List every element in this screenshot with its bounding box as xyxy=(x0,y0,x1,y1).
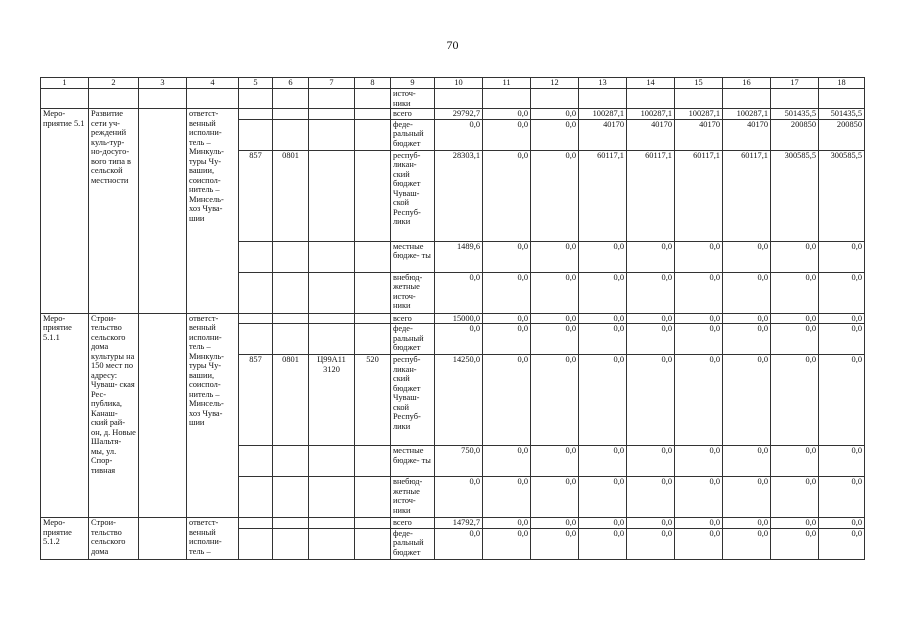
value-cell: 0,0 xyxy=(771,477,819,518)
value-cell: 0,0 xyxy=(579,355,627,446)
value-cell: 0,0 xyxy=(435,119,483,150)
value-cell: 0,0 xyxy=(531,477,579,518)
value-cell: 0,0 xyxy=(771,446,819,477)
source-cell: респуб- ликан- ский бюджет Чуваш- ской Респуб- лики xyxy=(391,150,435,241)
code-cell: 520 xyxy=(355,355,391,446)
value-cell: 29792,7 xyxy=(435,109,483,120)
value-cell: 0,0 xyxy=(723,324,771,355)
measure-name: Меро- приятие 5.1.2 xyxy=(41,518,89,560)
value-cell: 0,0 xyxy=(483,518,531,529)
funding-row xyxy=(41,313,865,324)
value-cell: 0,0 xyxy=(723,446,771,477)
value-cell: 0,0 xyxy=(579,324,627,355)
value-cell: 0,0 xyxy=(579,518,627,529)
value-cell: 0,0 xyxy=(627,272,675,313)
value-cell: 0,0 xyxy=(483,355,531,446)
column-number: 4 xyxy=(187,78,239,89)
value-cell: 0,0 xyxy=(627,446,675,477)
value-cell: 0,0 xyxy=(579,477,627,518)
value-cell: 28303,1 xyxy=(435,150,483,241)
value-cell: 100287,1 xyxy=(579,109,627,120)
value-cell: 0,0 xyxy=(579,446,627,477)
value-cell: 0,0 xyxy=(531,241,579,272)
column-number: 16 xyxy=(723,78,771,89)
value-cell: 40170 xyxy=(723,119,771,150)
value-cell: 40170 xyxy=(675,119,723,150)
source-cell: всего xyxy=(391,518,435,529)
value-cell: 0,0 xyxy=(819,272,865,313)
value-cell: 0,0 xyxy=(531,355,579,446)
value-cell: 0,0 xyxy=(483,446,531,477)
value-cell: 0,0 xyxy=(675,528,723,559)
value-cell: 0,0 xyxy=(723,355,771,446)
value-cell: 40170 xyxy=(627,119,675,150)
value-cell: 0,0 xyxy=(675,518,723,529)
value-cell: 0,0 xyxy=(483,313,531,324)
value-cell: 0,0 xyxy=(627,528,675,559)
source-cell: феде- ральный бюджет xyxy=(391,528,435,559)
value-cell: 0,0 xyxy=(531,518,579,529)
value-cell: 0,0 xyxy=(627,313,675,324)
column-number: 12 xyxy=(531,78,579,89)
value-cell: 0,0 xyxy=(771,528,819,559)
value-cell: 0,0 xyxy=(675,241,723,272)
value-cell: 200850 xyxy=(819,119,865,150)
value-cell: 0,0 xyxy=(723,477,771,518)
source-cell: всего xyxy=(391,313,435,324)
value-cell: 0,0 xyxy=(675,446,723,477)
value-cell: 0,0 xyxy=(483,109,531,120)
column-number: 9 xyxy=(391,78,435,89)
value-cell: 0,0 xyxy=(435,477,483,518)
value-cell: 100287,1 xyxy=(723,109,771,120)
value-cell: 0,0 xyxy=(531,313,579,324)
measure-title: Строи- тельство сельского дома xyxy=(89,518,139,560)
source-cell: внебюд- жетные источ- ники xyxy=(391,272,435,313)
column-number: 5 xyxy=(239,78,273,89)
value-cell: 300585,5 xyxy=(819,150,865,241)
funding-row xyxy=(41,109,865,120)
column-number-row xyxy=(41,78,865,89)
funding-row xyxy=(41,518,865,529)
value-cell: 501435,5 xyxy=(819,109,865,120)
value-cell: 40170 xyxy=(579,119,627,150)
value-cell: 0,0 xyxy=(435,324,483,355)
value-cell: 0,0 xyxy=(483,272,531,313)
source-cell: внебюд- жетные источ- ники xyxy=(391,477,435,518)
value-cell: 0,0 xyxy=(675,324,723,355)
code-cell: 857 xyxy=(239,150,273,241)
value-cell: 0,0 xyxy=(579,241,627,272)
value-cell: 15000,0 xyxy=(435,313,483,324)
value-cell: 0,0 xyxy=(771,313,819,324)
value-cell: 0,0 xyxy=(771,324,819,355)
source-cell: всего xyxy=(391,109,435,120)
column-number: 6 xyxy=(273,78,309,89)
column-number: 2 xyxy=(89,78,139,89)
value-cell: 0,0 xyxy=(483,119,531,150)
value-cell: 0,0 xyxy=(675,272,723,313)
value-cell: 0,0 xyxy=(531,109,579,120)
code-cell: 0801 xyxy=(273,150,309,241)
value-cell: 200850 xyxy=(771,119,819,150)
source-cell: феде- ральный бюджет xyxy=(391,119,435,150)
value-cell: 100287,1 xyxy=(675,109,723,120)
column-number: 8 xyxy=(355,78,391,89)
measure-executor: ответст- венный исполни- тель – xyxy=(187,518,239,560)
column-number: 11 xyxy=(483,78,531,89)
code-cell: Ц99А11 3120 xyxy=(309,355,355,446)
value-cell: 750,0 xyxy=(435,446,483,477)
value-cell: 0,0 xyxy=(627,477,675,518)
source-cell: респуб- ликан- ский бюджет Чуваш- ской Респуб- лики xyxy=(391,355,435,446)
value-cell: 0,0 xyxy=(675,313,723,324)
value-cell: 0,0 xyxy=(723,241,771,272)
value-cell: 0,0 xyxy=(771,355,819,446)
column-number: 15 xyxy=(675,78,723,89)
measure-title: Строи- тельство сельского дома культуры на 150 мест по адресу: Чуваш- ская Рес- публика, Канаш- ский рай- он, д. Новые Шальтя- мы, ул. Спор- тивная xyxy=(89,313,139,518)
value-cell: 0,0 xyxy=(579,313,627,324)
value-cell: 60117,1 xyxy=(627,150,675,241)
column-number: 10 xyxy=(435,78,483,89)
value-cell: 0,0 xyxy=(579,528,627,559)
value-cell: 0,0 xyxy=(723,528,771,559)
column-number: 3 xyxy=(139,78,187,89)
source-cell: местные бюдже- ты xyxy=(391,446,435,477)
value-cell: 0,0 xyxy=(771,518,819,529)
value-cell: 0,0 xyxy=(723,272,771,313)
value-cell: 0,0 xyxy=(531,119,579,150)
measure-title: Развитие сети уч- реждений куль-тур- но-досуго- вого типа в сельской местности xyxy=(89,109,139,314)
value-cell: 14250,0 xyxy=(435,355,483,446)
source-cell: источ- ники xyxy=(391,89,435,109)
column-number: 7 xyxy=(309,78,355,89)
page-number: 70 xyxy=(446,38,459,52)
value-cell: 0,0 xyxy=(627,241,675,272)
value-cell: 14792,7 xyxy=(435,518,483,529)
value-cell: 0,0 xyxy=(483,528,531,559)
value-cell: 0,0 xyxy=(627,518,675,529)
value-cell: 1489,6 xyxy=(435,241,483,272)
value-cell: 0,0 xyxy=(819,355,865,446)
value-cell: 0,0 xyxy=(627,324,675,355)
column-number: 18 xyxy=(819,78,865,89)
value-cell: 300585,5 xyxy=(771,150,819,241)
value-cell: 0,0 xyxy=(723,518,771,529)
value-cell: 60117,1 xyxy=(675,150,723,241)
measure-name: Меро- приятие 5.1.1 xyxy=(41,313,89,518)
value-cell: 0,0 xyxy=(483,324,531,355)
code-cell: 0801 xyxy=(273,355,309,446)
value-cell: 0,0 xyxy=(579,272,627,313)
column-number: 17 xyxy=(771,78,819,89)
value-cell: 0,0 xyxy=(435,272,483,313)
value-cell: 0,0 xyxy=(819,313,865,324)
value-cell: 0,0 xyxy=(771,272,819,313)
value-cell: 0,0 xyxy=(675,477,723,518)
value-cell: 0,0 xyxy=(483,477,531,518)
value-cell: 0,0 xyxy=(819,477,865,518)
measure-name: Меро- приятие 5.1 xyxy=(41,109,89,314)
value-cell: 60117,1 xyxy=(579,150,627,241)
value-cell: 0,0 xyxy=(531,446,579,477)
value-cell: 0,0 xyxy=(723,313,771,324)
column-number: 1 xyxy=(41,78,89,89)
source-cell: местные бюдже- ты xyxy=(391,241,435,272)
value-cell: 0,0 xyxy=(531,528,579,559)
value-cell: 0,0 xyxy=(819,446,865,477)
value-cell: 0,0 xyxy=(435,528,483,559)
column-number: 13 xyxy=(579,78,627,89)
measure-executor: ответст- венный исполни- тель – Минкуль- туры Чу- вашии, соиспол- нитель – Минсель- хоз Чува- шии xyxy=(187,109,239,314)
value-cell: 0,0 xyxy=(819,528,865,559)
value-cell: 0,0 xyxy=(819,324,865,355)
measure-executor: ответст- венный исполни- тель – Минкуль- туры Чу- вашии, соиспол- нитель – Минсель- хоз Чува- шии xyxy=(187,313,239,518)
value-cell: 100287,1 xyxy=(627,109,675,120)
value-cell: 501435,5 xyxy=(771,109,819,120)
continued-row xyxy=(41,89,865,109)
value-cell: 0,0 xyxy=(627,355,675,446)
value-cell: 0,0 xyxy=(483,150,531,241)
value-cell: 0,0 xyxy=(675,355,723,446)
value-cell: 0,0 xyxy=(771,241,819,272)
value-cell: 0,0 xyxy=(531,272,579,313)
budget-table xyxy=(40,77,865,560)
value-cell: 0,0 xyxy=(819,518,865,529)
column-number: 14 xyxy=(627,78,675,89)
code-cell: 857 xyxy=(239,355,273,446)
source-cell: феде- ральный бюджет xyxy=(391,324,435,355)
value-cell: 0,0 xyxy=(531,150,579,241)
value-cell: 0,0 xyxy=(483,241,531,272)
value-cell: 60117,1 xyxy=(723,150,771,241)
value-cell: 0,0 xyxy=(819,241,865,272)
value-cell: 0,0 xyxy=(531,324,579,355)
